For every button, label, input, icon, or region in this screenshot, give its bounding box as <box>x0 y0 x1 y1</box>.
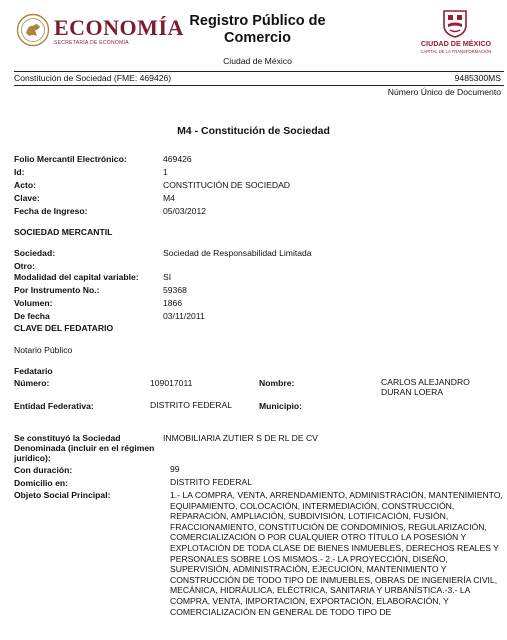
acto-value: CONSTITUCIÓN DE SOCIEDAD <box>163 180 291 190</box>
reference-caption: Número Único de Documento <box>387 87 501 97</box>
fedatario-tipo: Notario Público <box>14 345 73 355</box>
entidad-label: Entidad Federativa: <box>14 401 94 411</box>
domicilio-label: Domicilio en: <box>14 478 68 488</box>
sociedad-heading: SOCIEDAD MERCANTIL <box>14 227 113 237</box>
clave-value: M4 <box>163 193 175 203</box>
id-value: 1 <box>163 167 168 177</box>
entidad-value: DISTRITO FEDERAL <box>150 400 232 410</box>
id-label: Id: <box>14 167 25 177</box>
fedatario-heading: Fedatario <box>14 366 53 376</box>
reference-left: Constitución de Sociedad (FME: 469426) <box>14 73 172 83</box>
instrumento-value: 59368 <box>163 285 187 295</box>
volumen-value: 1866 <box>163 298 183 308</box>
modalidad-label: Modalidad del capital variable: <box>14 272 139 282</box>
folio-label: Folio Mercantil Electrónico: <box>14 154 127 164</box>
sociedad-label: Sociedad: <box>14 248 56 258</box>
fecha-ingreso-label: Fecha de Ingreso: <box>14 206 88 216</box>
document-title: Registro Público de Comercio <box>189 13 326 46</box>
cdmx-subtitle: CAPITAL DE LA TRANSFORMACIÓN <box>420 49 492 54</box>
fecha-ingreso-value: 05/03/2012 <box>163 206 207 216</box>
denominacion-value: INMOBILIARIA ZUTIER S DE RL DE CV <box>163 433 318 443</box>
clave-label: Clave: <box>14 193 40 203</box>
denominacion-label-1: Se constituyó la Sociedad <box>14 433 121 443</box>
nombre-line-2: DURAN LOERA <box>381 387 444 397</box>
municipio-label: Municipio: <box>259 401 302 411</box>
modalidad-value: SI <box>163 272 172 282</box>
folio-value: 469426 <box>163 154 192 164</box>
objeto-value: 1.- LA COMPRA, VENTA, ARRENDAMIENTO, ADMINISTRACIÓN, MANTENIMIENTO, EQUIPAMIENTO, COLOCACIÓN, INTERMEDIACIÓN, CONSTRUCCIÓN, REPARACIÓN, AMPLIACIÓN, SUBDIVISIÓN, LOTIFICACIÓN, FUSIÓN, FRACCIONAMIENTO, CONSTITUCIÓN DE CONDOMINIOS, REGULARIZACIÓN, COMERCIALIZACIÓN O POR CUALQUIER OTRO TÍTULO LA POSESIÓN Y EXPLOTACIÓN DE TODA CLASE DE BIENES INMUEBLES, DERECHOS REALES Y PERSONALES SOBRE LOS MISMOS.- 2.- LA PROYECCIÓN, DISEÑO, SUPERVISIÓN, ADMINISTRACIÓN, EJECUCIÓN, MANTENIMIENTO Y CONSTRUCCIÓN DE TODO TIPO DE INMUEBLES, OBRAS DE INGENIERÍA CIVIL, MECÁNICA, HIDRÁULICA, ELÉCTRICA, SANITARIA Y URBANÍSTICA.-3.- LA COMPRA, VENTA, IMPORTACIÓN, EXPORTACIÓN, ELABORACIÓN, Y COMERCIALIZACIÓN EN GENERAL DE TODO TIPO DE <box>170 490 503 617</box>
denominacion-label-2: Denominada (incluir en el régimen <box>14 443 155 453</box>
instrumento-label: Por Instrumento No.: <box>14 285 100 295</box>
reference-number: 9485300MS <box>454 73 501 83</box>
section-title: M4 - Constitución de Sociedad <box>177 125 330 137</box>
document-city: Ciudad de México <box>223 56 292 66</box>
domicilio-value: DISTRITO FEDERAL <box>170 477 252 487</box>
numero-value: 109017011 <box>150 378 193 388</box>
de-fecha-value: 03/11/2011 <box>163 311 205 321</box>
acto-label: Acto: <box>14 180 36 190</box>
divider-bottom <box>14 85 504 86</box>
sociedad-value: Sociedad de Responsabilidad Limitada <box>163 248 312 258</box>
nombre-line-1: CARLOS ALEJANDRO <box>381 377 470 387</box>
cdmx-emblem-icon <box>440 8 470 38</box>
cdmx-wordmark: CIUDAD DE MÉXICO <box>420 39 492 48</box>
denominacion-label-3: jurídico): <box>14 453 51 463</box>
duracion-value: 99 <box>170 464 180 474</box>
eagle-seal-icon <box>16 13 50 47</box>
economia-wordmark: ECONOMÍA <box>54 15 184 40</box>
clave-fedatario-heading: CLAVE DEL FEDATARIO <box>14 323 114 333</box>
de-fecha-label: De fecha <box>14 311 50 321</box>
economia-subtitle: SECRETARÍA DE ECONOMÍA <box>54 40 129 46</box>
numero-label: Número: <box>14 378 50 388</box>
otro-label: Otro: <box>14 261 36 271</box>
objeto-label: Objeto Social Principal: <box>14 490 111 500</box>
volumen-label: Volumen: <box>14 298 53 308</box>
divider-top <box>14 71 504 72</box>
nombre-label: Nombre: <box>259 378 295 388</box>
duracion-label: Con duración: <box>14 465 73 475</box>
